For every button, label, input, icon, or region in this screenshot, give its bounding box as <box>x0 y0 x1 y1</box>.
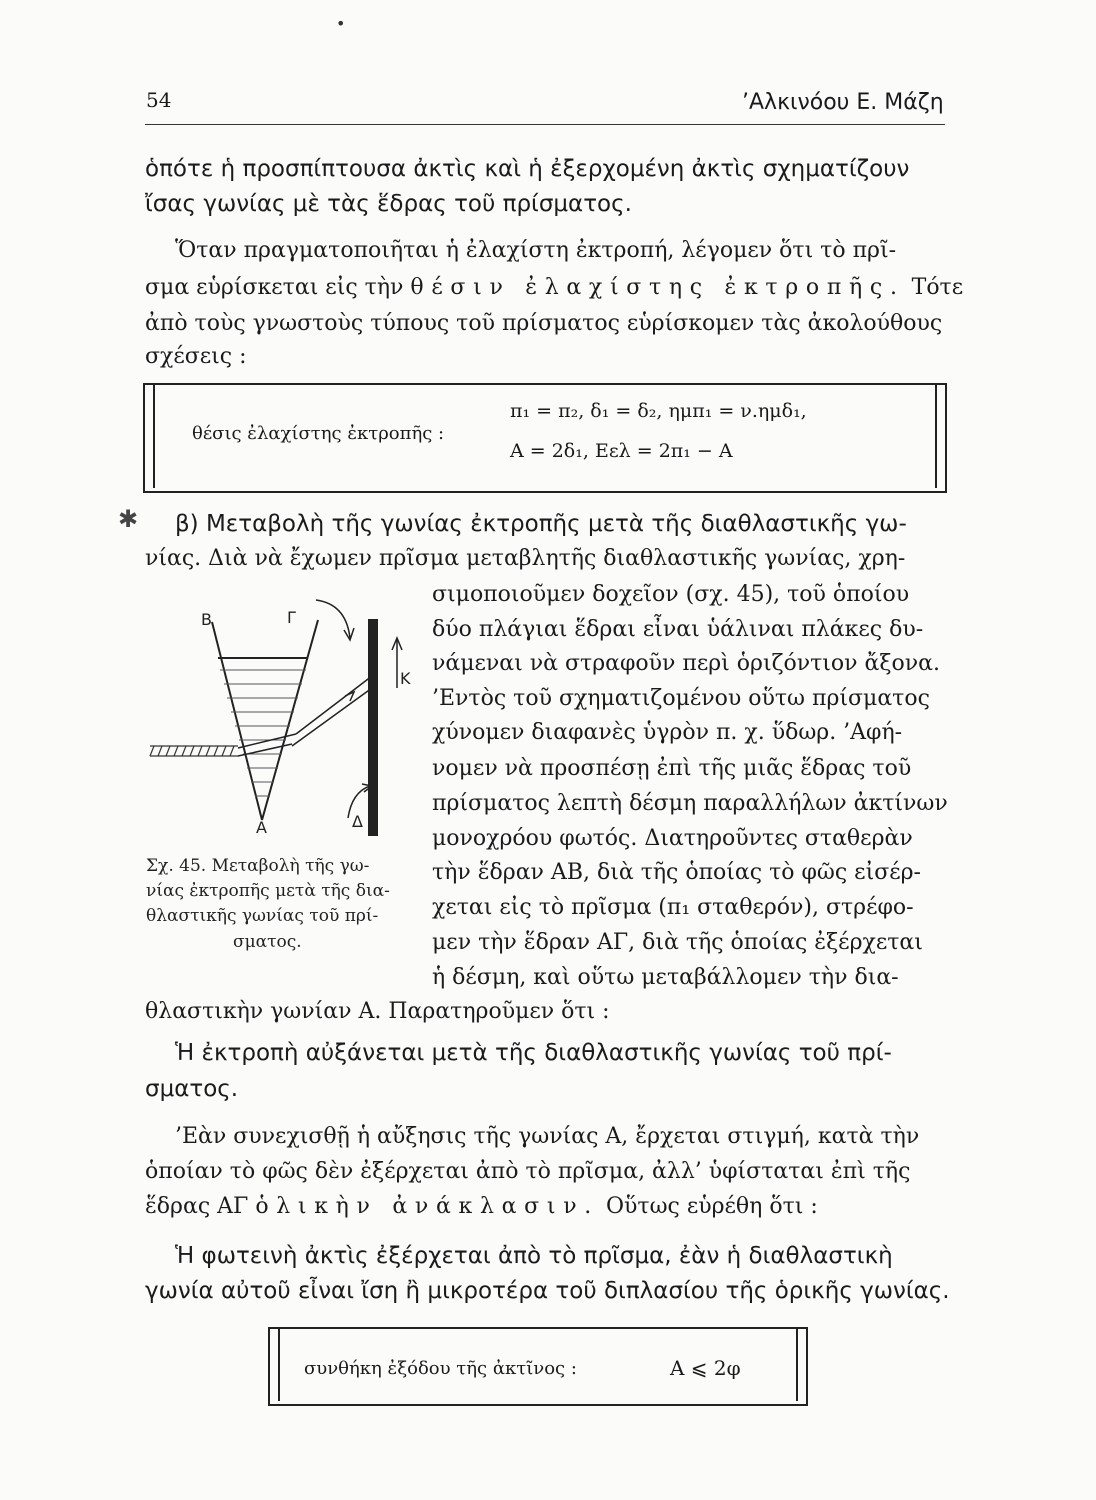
figure-label-g: Γ <box>287 608 296 627</box>
header-rule <box>145 124 945 125</box>
section-b-col-line3: νάμεναι νὰ στραφοῦν περὶ ὁριζόντιον ἄξονα. <box>432 651 940 676</box>
para3-emphasis: ὁλικὴν ἀνάκλασιν. <box>255 1194 599 1219</box>
rule1-line1: Ἡ ἐκτροπὴ αὐξάνεται μετὰ τῆς διαθλαστικῆς γωνίας τοῦ πρί- <box>175 1040 892 1066</box>
para3-line3-post: Οὕτως εὑρέθη ὅτι : <box>605 1194 818 1219</box>
para2-line2 <box>145 275 963 300</box>
rule2-line1: Ἡ φωτεινὴ ἀκτὶς ἐξέρχεται ἀπὸ τὸ πρῖσμα, ἐὰν ἡ διαθλαστικὴ <box>175 1243 893 1269</box>
para2-line1: Ὅταν πραγματοποιῆται ἡ ἐλαχίστη ἐκτροπή, λέγομεν ὅτι τὸ πρῖ- <box>175 238 897 263</box>
figure-label-k: K <box>400 669 411 688</box>
formula-box2-label: συνθήκη ἐξόδου τῆς ἀκτῖνος : <box>304 1358 577 1379</box>
para2-line2-pre: σμα εὑρίσκεται εἰς τὴν <box>145 275 404 300</box>
para2-emphasis: θέσιν ἐλαχίστης ἐκτροπῆς. <box>410 275 905 300</box>
para2-line4: σχέσεις : <box>145 344 247 369</box>
section-b-col-line6: νομεν νὰ προσπέσῃ ἐπὶ τῆς μιᾶς ἕδρας τοῦ <box>432 756 912 781</box>
section-b-last-line: θλαστικὴν γωνίαν Α. Παρατηροῦμεν ὅτι : <box>145 999 610 1024</box>
para1-line1: ὁπότε ἡ προσπίπτουσα ἀκτὶς καὶ ἡ ἐξερχομένη ἀκτὶς σχηματίζουν <box>145 156 910 182</box>
section-b-heading: β) Μεταβολὴ τῆς γωνίας ἐκτροπῆς μετὰ τῆς διαθλαστικῆς γω- <box>175 511 907 537</box>
annotation-asterisk-mark: ✱ <box>118 505 139 533</box>
figure-caption-line2: νίας ἐκτροπῆς μετὰ τῆς δια- <box>146 881 390 901</box>
para3-line3-pre: ἕδρας ΑΓ <box>145 1194 249 1219</box>
figure-label-d: Δ <box>352 812 363 831</box>
formula-box1-label: θέσις ἐλαχίστης ἐκτροπῆς : <box>192 423 445 444</box>
para2-line3: ἀπὸ τοὺς γνωστοὺς τύπους τοῦ πρίσματος εὑρίσκομεν τὰς ἀκολούθους <box>145 311 943 336</box>
section-b-col-line12: ἡ δέσμη, καὶ οὕτω μεταβάλλομεν τὴν δια- <box>432 965 899 990</box>
formula-box2-formula: A ⩽ 2φ <box>670 1356 741 1380</box>
figure-caption-line1: Σχ. 45. Μεταβολὴ τῆς γω- <box>146 856 370 876</box>
figure-label-a: Α <box>256 818 267 837</box>
section-b-col-line11: μεν τὴν ἕδραν ΑΓ, διὰ τῆς ὁποίας ἐξέρχεται <box>432 930 923 955</box>
section-b-col-line1: σιμοποιοῦμεν δοχεῖον (σχ. 45), τοῦ ὁποίου <box>432 582 910 607</box>
section-b-line2: νίας. Διὰ νὰ ἔχωμεν πρῖσμα μεταβλητῆς διαθλαστικῆς γωνίας, χρη- <box>145 546 906 571</box>
section-b-col-line5: χύνομεν διαφανὲς ὑγρὸν π. χ. ὕδωρ. ’Αφή- <box>432 720 903 745</box>
running-title: ’Αλκινόου Ε. Μάζη <box>742 90 944 115</box>
para2-line2-post: Τότε <box>911 275 964 300</box>
figure-caption-line3: θλαστικῆς γωνίας τοῦ πρί- <box>146 906 379 926</box>
figure-label-b: B <box>201 610 212 629</box>
para3-line2: ὁποίαν τὸ φῶς δὲν ἐξέρχεται ἀπὸ τὸ πρῖσμα, ἀλλ’ ὑφίσταται ἐπὶ τῆς <box>145 1159 911 1184</box>
ink-dot-mark: • <box>336 14 346 33</box>
figure-caption-line4: σματος. <box>233 932 302 952</box>
rule2-line2: γωνία αὐτοῦ εἶναι ἴση ἢ μικροτέρα τοῦ διπλασίου τῆς ὁρικῆς γωνίας. <box>145 1278 950 1304</box>
section-b-col-line10: χεται εἰς τὸ πρῖσμα (π₁ σταθερόν), στρέφο- <box>432 895 914 920</box>
rule1-line2: σματος. <box>145 1076 239 1102</box>
para3-line3 <box>145 1194 818 1219</box>
page-number: 54 <box>146 88 172 112</box>
formula-box1-row2: A = 2δ₁, Eελ = 2π₁ − A <box>510 440 733 462</box>
section-b-col-line7: πρίσματος λεπτὴ δέσμη παραλλήλων ἀκτίνων <box>432 791 948 816</box>
section-b-col-line2: δύο πλάγιαι ἕδραι εἶναι ὑάλιναι πλάκες δυ- <box>432 617 924 642</box>
para1-line2: ἴσας γωνίας μὲ τὰς ἕδρας τοῦ πρίσματος. <box>145 191 632 217</box>
figure-45-prism-diagram <box>140 580 410 840</box>
plate-ag <box>262 620 318 820</box>
section-b-col-line9: τὴν ἕδραν ΑΒ, διὰ τῆς ὁποίας τὸ φῶς εἰσέρ- <box>432 860 921 885</box>
formula-box1-row1: π₁ = π₂, δ₁ = δ₂, ημπ₁ = ν.ημδ₁, <box>510 400 807 422</box>
para3-line1: ’Εὰν συνεχισθῇ ἡ αὔξησις τῆς γωνίας Α, ἔρχεται στιγμή, κατὰ τὴν <box>175 1124 920 1149</box>
screen <box>369 620 377 835</box>
section-b-col-line4: ’Εντὸς τοῦ σχηματιζομένου οὕτω πρίσματος <box>432 686 930 711</box>
plate-ab <box>212 622 262 820</box>
section-b-col-line8: μονοχρόου φωτός. Διατηροῦντες σταθερὰν <box>432 826 913 851</box>
